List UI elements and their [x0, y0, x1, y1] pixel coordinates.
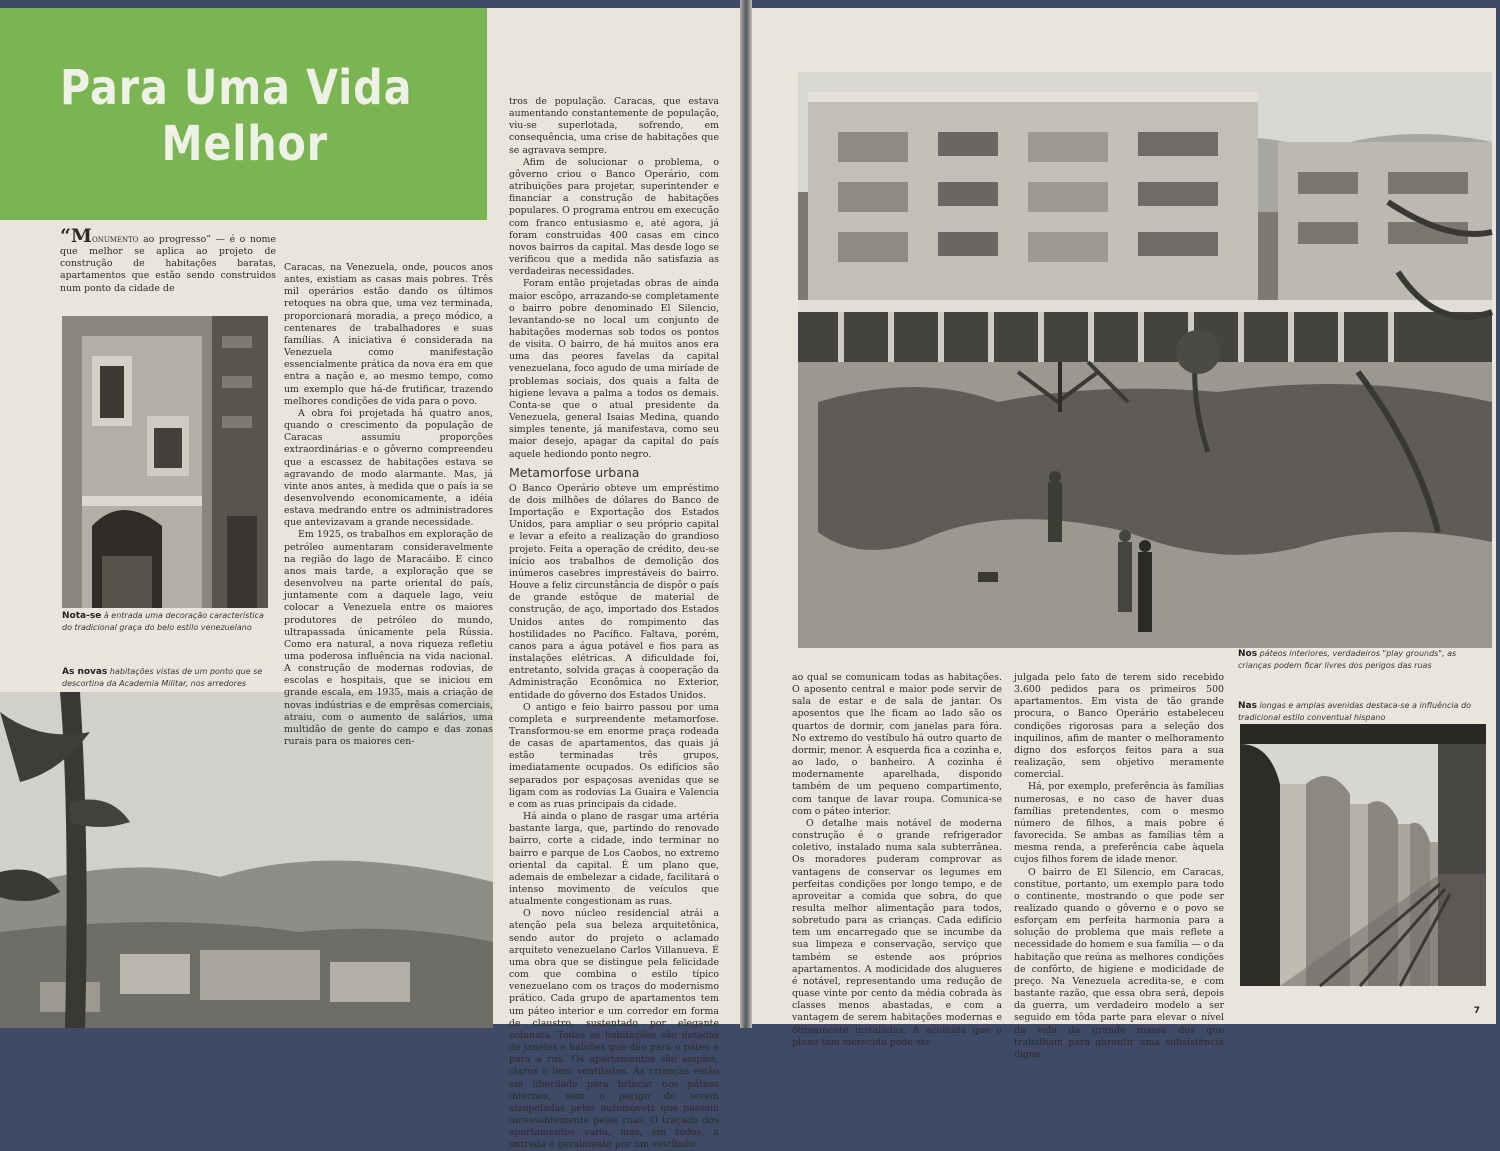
intro-paragraph — [60, 225, 276, 295]
intro-smallcaps: onumento — [91, 234, 139, 245]
col4-paragraph: ao qual se comunicam todas as habitações. O aposento central e maior pode servir de sala de estar e de sala de jantar. Os aposentos que lhe ficam ao lado são os quartos de dormir, com janelas para fóra. No extremo do vestíbulo há outro quarto de dormir, menor. À esquerda fica a cozinha e, ao lado, o banheiro. A cozinha é modernamente aparelhada, dispondo também de um pequeno compartimento, com tanque de lavar roupa. Comunica-se com o páteo interior. — [792, 672, 1002, 817]
col5-paragraph: julgada pelo fato de terem sido recebido 3.600 pedidos para os primeiros 500 apartamentos. Em vista de tão grande procura, o Banco Operário estabeleceu condições rigorosas para a seleção dos inquilinos, afim de manter o melhoramento digno dos esforços feitos para a sua realização, sem objetivo meramente comercial. — [1014, 672, 1224, 781]
col3-paragraph: O Banco Operário obteve um empréstimo de dois milhões de dólares do Banco de Importação e Exportação dos Estados Unidos, para ampliar o seu próprio capital e levar a efeito a realização do grandioso projeto. Feita a operação de crédito, deu-se início aos trabalhos de demolição dos inúmeros casebres imprestáveis do bairro. Houve a feliz circunstância de dispôr o país de grande estôque de material de construção, de aço, importado dos Estados Unidos antes do rompimento das hostilidades no Pacífico. Faltava, porém, canos para a água potável e fios para as instalações elétricas. A dificuldade foi, entretanto, solvida graças à cooperação da Administração Econômica no Exterior, entidade do gôverno dos Estados Unidos. — [509, 482, 719, 701]
col2-paragraph: A obra foi projetada há quatro anos, quando o crescimento da população de Caracas assumiu proporções extraordinárias e o gôverno compreendeu que a escassez de habitações estava se agravando de modo alarmante. Mas, já vinte anos antes, à medida que o país ia se desenvolvendo economicamente, a idéia estava medrando entre os administradores que antevizavam a grande necessidade. — [284, 407, 493, 529]
aerial-caption-text: habitações vistas de um ponto que se descortina da Academia Militar, nos arredores — [62, 667, 263, 688]
facade-photo — [62, 316, 268, 608]
arcade-caption-text: longas e amplas avenidas destaca-se a influência do tradicional estilo conventual hispano — [1238, 701, 1472, 722]
col4-paragraph: O detalhe mais notável de moderna construção é o grande refrigerador coletivo, instalado numa sala subterrânea. Os moradores puderam comprovar as vantagens de conservar os legumes em perfeitas condições por longo tempo, e de aproveitar a comida que sobra, do que resulta melhor alimentação para todos, sobretudo para as crianças. Cada edifício tem um encarregado que se incumbe da sua limpeza e conservação, serviço que também se estende aos próprios apartamentos. A modicidade dos alugueres é notável, representando uma redução de quase vinte por cento da média cobrada às classes menos abastadas, e com a vantagem de serem habitações modernas e ótimamente instaladas. A acolhida que o plano tem merecido pode ser — [792, 817, 1002, 1048]
col5-paragraph: O bairro de El Silencio, em Caracas, constitue, portanto, um exemplo para todo o continente, mostrando o que pode ser realizado quando o gôverno e o povo se esforçam em perfeita harmonia para a solução do problema que mais reflete a necessidade do homem e sua família — o da habitação que reúna as melhores condições de confôrto, de higiene e modicidade de preço. Na Venezuela acredita-se, e com bastante razão, que essa obra será, depois da guerra, um verdadeiro modelo a ser seguido em tôda parte para elevar o nível da vida da grande massa dos que trabalham para garantir uma subsistência digna. — [1014, 866, 1224, 1060]
column-2 — [284, 262, 493, 748]
headline-line-2: Melhor — [161, 116, 328, 172]
left-page — [0, 8, 740, 1151]
col3-paragraph: O antigo e feio bairro passou por uma completa e surpreendente metamorfose. Transformou-se em enorme praça rodeada de casas de apartamentos, das quais já estão terminadas três grupos, imediatamente ocupados. Os edifícios são separados por espaçosas avenidas que se ligam com as rodovias La Guaira e Valencia e com as ruas principais da cidade. — [509, 701, 719, 810]
courtyard-caption — [1238, 648, 1492, 671]
courtyard-photo-image — [798, 72, 1492, 648]
aerial-caption — [62, 666, 276, 689]
headline-line-1: Para Uma Vida — [60, 60, 413, 116]
column-3 — [509, 96, 719, 1151]
courtyard-caption-text: páteos interiores, verdadeiros "play grounds", as crianças podem ficar livres dos perigos das ruas — [1238, 649, 1457, 670]
courtyard-photo — [798, 72, 1492, 648]
intro-text: ao progresso” — é o nome que melhor se aplica ao projeto de construção de habitações baratas, apartamentos que estão sendo construidos num ponto da cidade de — [60, 234, 276, 294]
col2-paragraph: Caracas, na Venezuela, onde, poucos anos antes, existiam as casas mais pobres. Três mil operários estão dando os últimos retoques na obra que, uma vez terminada, proporcionará moradia, a preço módico, a centenares de trabalhadores e suas famílias. A iniciativa é considerada na Venezuela como manifestação essencialmente prática da nova era em que entra a nação e, ao mesmo tempo, como um exemplo que há-de frutificar, trazendo melhores condições de vida para o povo. — [284, 262, 493, 407]
headline — [60, 60, 412, 172]
column-4 — [792, 672, 1002, 1049]
col3-paragraph: Foram então projetadas obras de ainda maior escôpo, arrazando-se completamente o bairro pobre denominado El Silencio, levantando-se no local um conjunto de habitações modernas sob todos os pontos de visita. O bairro, de há muitos anos era uma das peores favelas da capital venezuelana, foco agudo de uma miríade de problemas sociais, dos quais a falta de higiene levava a palma a todos os demais. Conta-se que o atual presidente da Venezuela, general Isaias Medina, quando simples tenente, já manifestava, como seu maior desejo, apagar da capital do país aquele hediondo ponto negro. — [509, 278, 719, 460]
col5-paragraph: Há, por exemplo, preferência às famílias numerosas, e no caso de haver duas famílias pretendentes, com o mesmo número de filhos, a mais pobre é favorecida. Se ambas as famílias têm a mesma renda, a preferência cabe àquela cujos filhos forem de idade menor. — [1014, 781, 1224, 866]
subhead-metamorfose: Metamorfose urbana — [509, 464, 640, 480]
facade-caption — [62, 610, 274, 633]
dropcap: “M — [60, 225, 92, 247]
arcade-caption-lead: Nas — [1238, 701, 1257, 711]
col3-paragraph: Afim de solucionar o problema, o gôverno criou o Banco Operário, com atribuições para projetar, superintender e financiar a construção de habitações populares. O programa entrou em execução com franco entusiasmo e, até agora, já foram construidas 400 casas em cinco novos bairros da capital. Mas desde logo se verificou que a medida não satisfazia as verdadeiras necessidades. — [509, 156, 719, 278]
book-gutter — [740, 0, 752, 1028]
col3-paragraph: Há ainda o plano de rasgar uma artéria bastante larga, que, partindo do renovado bairro, corte a cidade, indo terminar no bairro e parque de Los Caobos, no extremo oriental da capital. É um plano que, ademais de embelezar a cidade, facilitará o intenso movimento de veículos que atualmente congestionam as ruas. — [509, 811, 719, 908]
courtyard-caption-lead: Nos — [1238, 649, 1258, 659]
col3-paragraph: O novo núcleo residencial atrái a atenção pela sua beleza arquitetônica, sendo autor do projeto o aclamado arquiteto venezuelano Carlos Villanueva. É uma obra que se distingue pela felicidade com que combina o estilo típico venezuelano com os traços do modernismo prático. Cada grupo de apartamentos tem um páteo interior e um corredor em forma de claustro, sustentado por elegante colunata. Todas as habitações são dotadas de janelas e balcões que dão para o páteo e para a rua. Os apartamentos são amplos, claros e bem ventilados. As crianças estão em liberdade para brincar nos páteos internos, sem o perigo de serem atropeladas pelos automóveis que passam incessantemente pelas ruas. O traçado dos apartamentos varia, mas, em todos, a entrada é geralmente por um vestíbulo — [509, 908, 719, 1151]
facade-photo-image — [62, 316, 268, 608]
facade-caption-lead: Nota-se — [62, 611, 102, 621]
facade-caption-text: à entrada uma decoração característica do tradicional graça do belo estilo venezuelano — [62, 611, 264, 632]
arcade-caption — [1238, 700, 1492, 723]
right-page — [752, 8, 1496, 1060]
arcade-photo-image — [1240, 724, 1486, 986]
headline-box — [0, 8, 487, 220]
col2-paragraph: Em 1925, os trabalhos em exploração de petróleo aumentaram consideravelmente na região do lago de Maracáibo. E cinco anos mais tarde, a exploração que se desenvolveu na parte oriental do país, juntamente com a daquele lago, veiu colocar a Venezuela entre os maiores produtores de petróleo do mundo, ultrapassada únicamente pela Rússia. Como era natural, a nova riqueza refletiu uma poderosa influência na vida nacional. A construção de modernas rodovias, de escolas e hospitais, que se iniciou em grande escala, em 1935, mais a criação de novas indústrias e de emprêsas comerciais, atraiu, com o aumento de salários, uma multidão de gente do campo e das zonas rurais para os maiores cen- — [284, 529, 493, 748]
intro-column — [60, 225, 276, 295]
aerial-caption-lead: As novas — [62, 667, 108, 677]
column-5 — [1014, 672, 1224, 1061]
arcade-photo — [1240, 724, 1486, 986]
page-number: 7 — [1473, 1006, 1480, 1016]
col3-paragraph: tros de população. Caracas, que estava aumentando constantemente de população, viu-se superlotada, sofrendo, em consequência, uma crise de habitações que se agravava sempre. — [509, 96, 719, 156]
